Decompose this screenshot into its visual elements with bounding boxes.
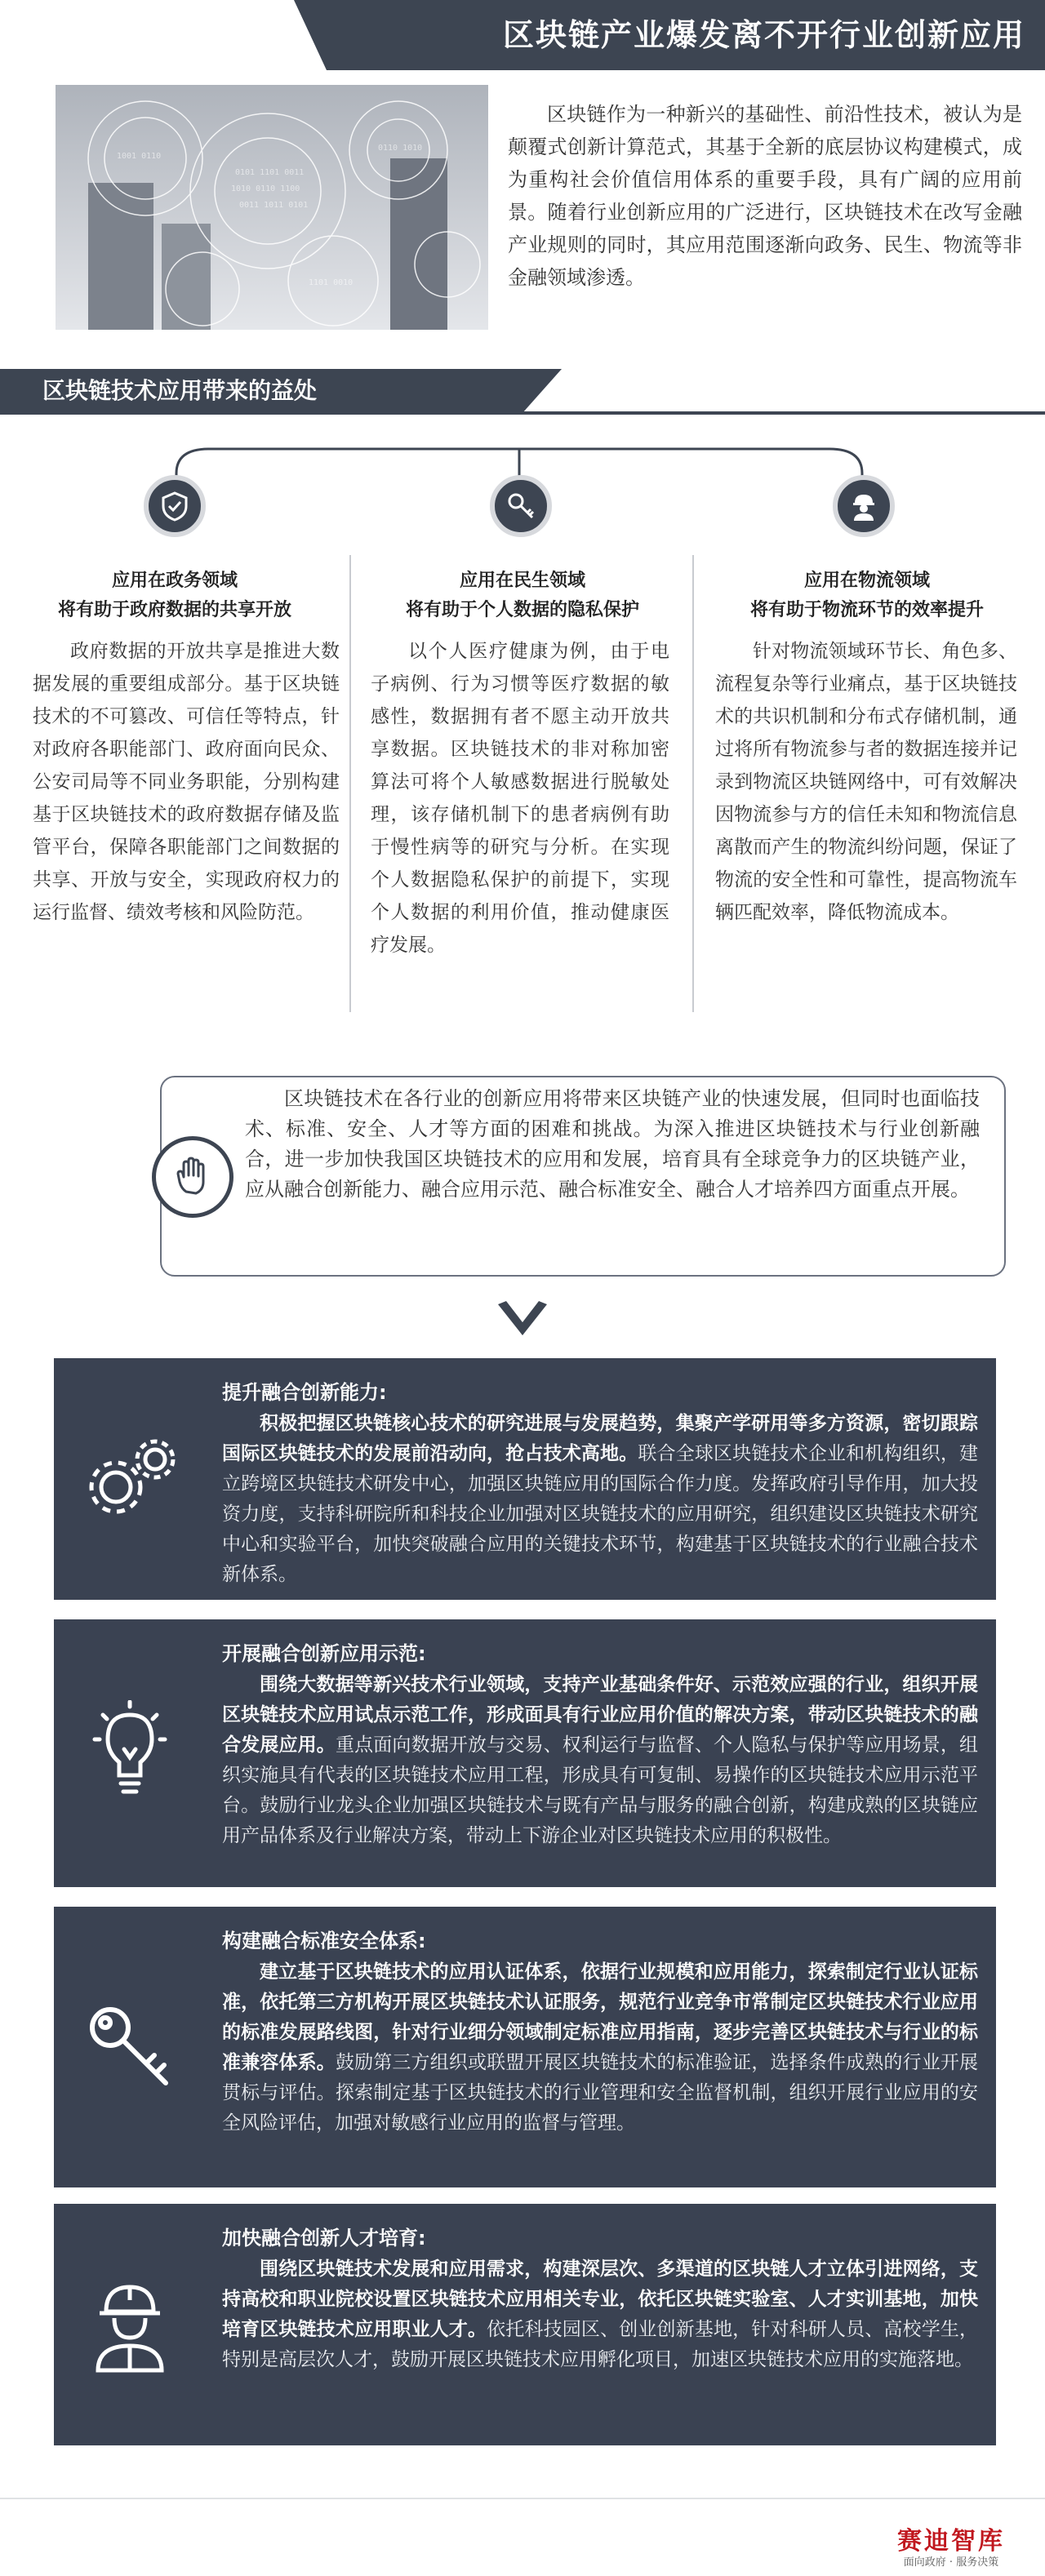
svg-text:0011 1011 0101: 0011 1011 0101 <box>239 201 309 210</box>
measure-body: 围绕区块链技术发展和应用需求，构建深层次、多渠道的区块链人才立体引进网络，支持高校和职业院校设置区块链技术应用相关专业，依托区块链实验室、人才实训基地，加快培育区块链技术应用职业人才。依托科技园区、创业创新基地，针对科研人员、高校学生，特别是高层次人才，鼓励开展区块链技术应用孵化项目，加速区块链技术应用的实施落地。 <box>222 2258 979 2370</box>
shield-check-icon <box>144 475 206 537</box>
lightbulb-icon <box>54 1619 206 1887</box>
measure-title: 提升融合创新能力: <box>222 1381 387 1404</box>
benefit-title-livelihood: 应用在民生领域 将有助于个人数据的隐私保护 <box>405 571 639 620</box>
measure-card <box>54 1619 996 1887</box>
note-paragraph: 区块链技术在各行业的创新应用将带来区块链产业的快速发展，但同时也面临技术、标准、安全、人才等方面的困难和挑战。为深入推进区块链技术与行业创新融合，进一步加快我国区块链技术的应用和发展，培育具有全球竞争力的区块链产业，应从融合创新能力、融合应用示范、融合标准安全、融合人才培养四方面重点开展。 <box>245 1087 980 1201</box>
measure-title: 构建融合标准安全体系: <box>222 1930 426 1952</box>
benefit-title-gov: 应用在政务领域 将有助于政府数据的共享开放 <box>57 571 291 620</box>
page-title: 区块链产业爆发离不开行业创新应用 <box>327 0 1045 70</box>
svg-text:0101 1101 0011: 0101 1101 0011 <box>235 168 305 177</box>
measure-title: 加快融合创新人才培育: <box>222 2227 426 2250</box>
footer-logo <box>882 2527 1021 2571</box>
gears-icon <box>54 1358 206 1600</box>
benefit-title-logistics: 应用在物流领域 将有助于物流环节的效率提升 <box>749 571 984 620</box>
section-heading: 区块链技术应用带来的益处 <box>0 369 522 413</box>
benefit-body-logistics: 针对物流领域环节长、角色多、流程复杂等行业痛点，基于区块链技术的共识机制和分布式存储机制，通过将所有物流参与者的数据连接并记录到物流区块链网络中，可有效解决因物流参与方的信任未知和物流信息离散而产生的物流纠纷问题，保证了物流的安全性和可靠性，提高物流车辆匹配效率，降低物流成本。 <box>715 641 1017 923</box>
worker-icon <box>54 2204 206 2445</box>
logo-tagline: 面向政府 · 服务决策 <box>903 2556 999 2569</box>
measure-body: 建立基于区块链技术的应用认证体系，依据行业规模和应用能力，探索制定行业认证标准，依托第三方机构开展区块链技术认证服务，规范行业竞争市常制定区块链技术行业应用的标准发展路线图，针对行业细分领域制定标准应用指南，逐步完善区块链技术与行业的标准兼容体系。鼓励第三方组织或联盟开展区块链技术的标准验证，选择条件成熟的行业开展贯标与评估。探索制定基于区块链技术的行业管理和安全监督机制，组织开展行业应用的安全风险评估，加强对敏感行业应用的监督与管理。 <box>222 1961 979 2134</box>
benefit-body-gov: 政府数据的开放共享是推进大数据发展的重要组成部分。基于区块链技术的不可篡改、可信任等特点，针对政府各职能部门、政府面向民众、公安司局等不同业务职能，分别构建基于区块链技术的政府数据存储及监管平台，保障各职能部门之间数据的共享、开放与安全，实现政府权力的运行监督、绩效考核和风险防范。 <box>33 641 340 923</box>
key-icon <box>490 475 552 537</box>
key-icon <box>54 1907 206 2187</box>
intro-paragraph: 区块链作为一种新兴的基础性、前沿性技术，被认为是颠覆式创新计算范式，其基于全新的底层协议构建模式，成为重构社会价值信用体系的重要手段，具有广阔的应用前景。随着行业创新应用的广泛进行，区块链技术在改写金融产业规则的同时，其应用范围逐渐向政务、民生、物流等非金融领域渗透。 <box>508 103 1022 289</box>
column-divider <box>349 555 351 1012</box>
benefit-body-livelihood: 以个人医疗健康为例，由于电子病例、行为习惯等医疗数据的敏感性，数据拥有者不愿主动开放共享数据。区块链技术的非对称加密算法可将个人敏感数据进行脱敏处理，该存储机制下的患者病例有助于慢性病等的研究与分析。在实现个人数据隐私保护的前提下，实现个人数据的利用价值，推动健康医疗发展。 <box>371 641 669 956</box>
intro-image <box>56 85 488 330</box>
measure-card <box>54 1358 996 1600</box>
svg-text:1010 0110 1100: 1010 0110 1100 <box>231 184 300 193</box>
column-divider <box>692 555 694 1012</box>
measure-body: 积极把握区块链核心技术的研究进展与发展趋势，集聚产学研用等多方资源，密切跟踪国际区块链技术的发展前沿动向，抢占技术高地。联合全球区块链技术企业和机构组织，建立跨境区块链技术研发中心，加强区块链应用的国际合作力度。发挥政府引导作用，加大投资力度，支持科研院所和科技企业加强对区块链技术的应用研究，组织建设区块链技术研究中心和实验平台，加快突破融合应用的关键技术环节，构建基于区块链技术的行业融合技术新体系。 <box>222 1413 979 1585</box>
footer-rule <box>0 2498 1045 2499</box>
measure-card <box>54 1907 996 2187</box>
measure-title: 开展融合创新应用示范: <box>222 1642 426 1665</box>
worker-icon <box>833 475 895 537</box>
chevron-down-icon <box>495 1299 550 1342</box>
hand-stop-icon <box>152 1136 233 1218</box>
svg-text:0110 1010: 0110 1010 <box>378 144 423 153</box>
measure-body: 围绕大数据等新兴技术行业领域，支持产业基础条件好、示范效应强的行业，组织开展区块链技术应用试点示范工作，形成面具有行业应用价值的解决方案，带动区块链技术的融合发展应用。重点面向数据开放与交易、权利运行与监督、个人隐私与保护等应用场景，组织实施具有代表的区块链技术应用工程，形成具有可复制、易操作的区块链技术应用示范平台。鼓励行业龙头企业加强区块链技术与既有产品与服务的融合创新，构建成熟的区块链应用产品体系及行业解决方案，带动上下游企业对区块链技术应用的积极性。 <box>222 1674 979 1846</box>
svg-text:1001 0110: 1001 0110 <box>117 152 162 161</box>
logo-text: 赛迪智库 <box>897 2527 1005 2556</box>
svg-text:1101 0010: 1101 0010 <box>309 278 354 287</box>
measure-card <box>54 2204 996 2445</box>
